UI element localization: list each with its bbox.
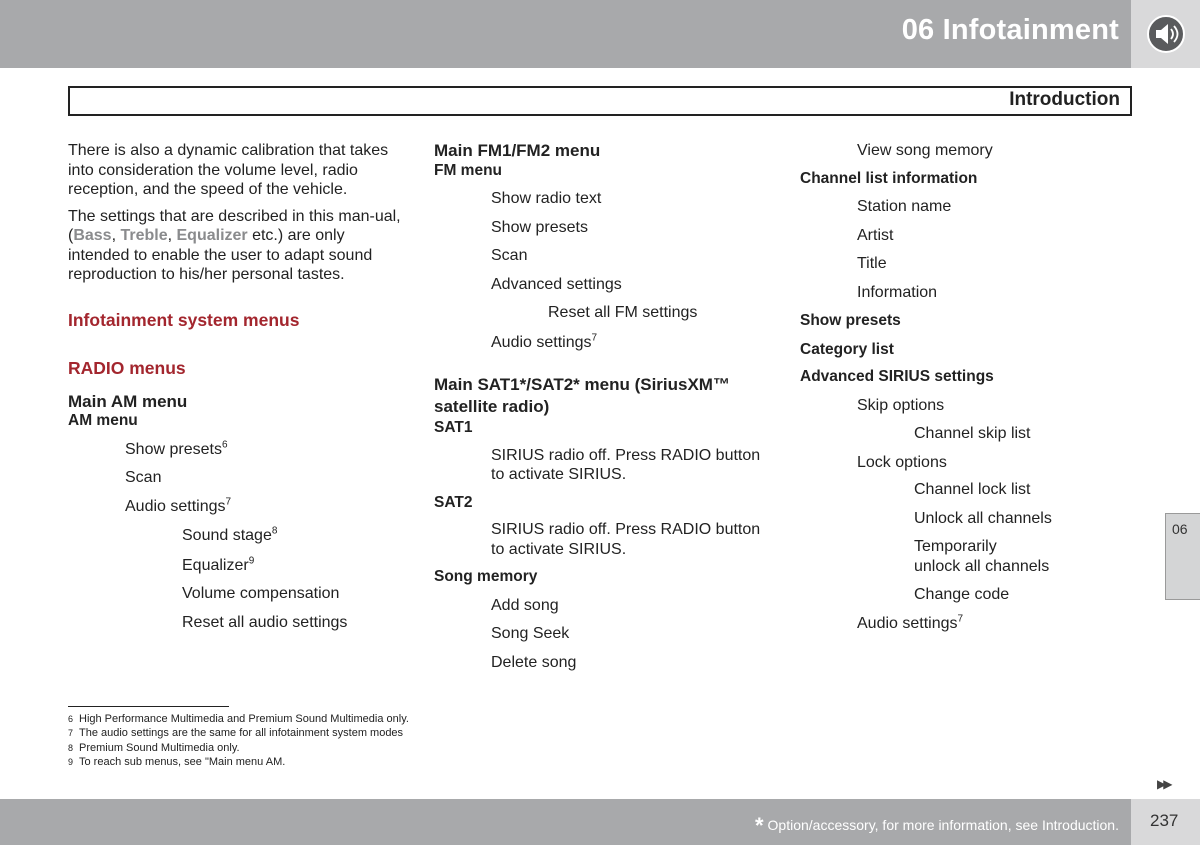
menu-item-view-song-memory: View song memory — [857, 142, 993, 159]
sat2-text: SIRIUS radio off. Press RADIO button to activate SIRIUS. — [491, 521, 761, 558]
page-number: 237 — [1150, 811, 1179, 830]
treble-term: Treble — [120, 227, 168, 244]
item-label-line-2: unlock all channels — [914, 557, 1050, 575]
asterisk: * — [754, 813, 764, 838]
paragraph-settings-start: The settings that are described in this man-ual, ( — [68, 207, 401, 244]
paragraph-settings — [68, 207, 403, 285]
menu-item-skip-options: Skip options — [857, 396, 945, 414]
footnote — [68, 755, 409, 769]
item-label: Audio settings — [125, 497, 226, 515]
footnote-number: 9 — [68, 756, 74, 767]
menu-item-channel-skip-list: Channel skip list — [914, 425, 1031, 442]
menu-item-audio-settings — [800, 614, 1120, 634]
heading-main-am-menu: Main AM menu — [68, 391, 188, 411]
footnote — [68, 712, 409, 726]
menu-item-volume-compensation: Volume compensation — [182, 585, 340, 602]
menu-item-station-name: Station name — [857, 198, 952, 215]
footnote — [68, 726, 409, 740]
column-1 — [68, 141, 403, 632]
menu-item-equalizer — [68, 556, 403, 576]
menu-item-lock-options: Lock options — [857, 453, 947, 471]
section-title-bar — [68, 86, 1132, 116]
menu-item-change-code: Change code — [914, 586, 1010, 603]
menu-item-advanced-settings: Advanced settings — [491, 275, 622, 293]
page-number-box — [1131, 799, 1200, 845]
subheading-channel-list-info: Channel list information — [800, 169, 978, 187]
chapter-header-bar — [0, 0, 1131, 68]
heading-main-sat-menu: Main SAT1*/SAT2* menu (SiriusXM™ satellite radio) — [434, 375, 730, 416]
heading-main-fm-menu: Main FM1/FM2 menu — [434, 141, 601, 160]
footnote-ref: 8 — [271, 525, 278, 537]
equalizer-term: Equalizer — [176, 227, 248, 244]
subheading-sat2: SAT2 — [434, 493, 473, 511]
subheading-fm-menu: FM menu — [434, 161, 503, 179]
column-3 — [800, 141, 1120, 633]
menu-item-show-presets: Show presets — [491, 218, 588, 236]
footnote-number: 6 — [68, 714, 74, 724]
footer-note — [755, 813, 1119, 839]
menu-item-audio-settings — [434, 333, 764, 353]
heading-radio-menus: RADIO menus — [68, 358, 186, 378]
menu-item-show-presets — [68, 440, 403, 460]
footnote-text: Premium Sound Multimedia only. — [79, 741, 240, 754]
paragraph-settings-end: etc.) are only intended to enable the user to adapt sound reproduction to his/her personal tastes. — [68, 227, 373, 283]
column-2 — [434, 141, 764, 672]
paragraph-calibration: There is also a dynamic calibration that takes into consideration the volume level, radio reception, and the speed of the vehicle. — [68, 142, 389, 198]
footnote-ref: 7 — [225, 496, 232, 508]
menu-item-sound-stage — [68, 526, 403, 546]
item-label: Audio settings — [857, 614, 958, 632]
menu-item-artist: Artist — [857, 226, 894, 244]
bass-term: Bass — [73, 227, 112, 244]
menu-item-audio-settings — [68, 497, 403, 517]
menu-item-song-seek: Song Seek — [491, 625, 570, 642]
menu-item-temporarily-unlock — [800, 537, 1120, 576]
footnote-number: 7 — [68, 728, 74, 739]
item-label-line-1: Temporarily — [914, 538, 997, 555]
subheading-show-presets: Show presets — [800, 312, 901, 329]
speaker-icon — [1146, 14, 1186, 54]
footnote-text: High Performance Multimedia and Premium Sound Multimedia only. — [79, 713, 409, 725]
item-label: Equalizer — [182, 556, 249, 574]
menu-item-information: Information — [857, 283, 938, 301]
footnote-ref: 9 — [248, 555, 255, 567]
footnote-ref: 7 — [591, 332, 598, 344]
item-label: Sound stage — [182, 527, 272, 544]
menu-item-scan: Scan — [125, 469, 162, 486]
menu-item-add-song: Add song — [491, 596, 559, 614]
footnote-ref: 7 — [957, 613, 964, 625]
chapter-icon-box — [1131, 0, 1200, 68]
subheading-category-list: Category list — [800, 340, 894, 358]
footnotes — [68, 712, 409, 769]
subheading-sat1: SAT1 — [434, 419, 473, 436]
section-title: Introduction — [1009, 89, 1120, 110]
subheading-song-memory: Song memory — [434, 568, 538, 585]
item-label: Show presets — [125, 440, 222, 458]
next-page-arrows-icon[interactable]: ▶▶ — [1157, 777, 1170, 791]
chapter-title: 06 Infotainment — [901, 14, 1119, 46]
menu-item-unlock-all: Unlock all channels — [914, 509, 1052, 527]
chapter-side-tab[interactable] — [1165, 513, 1200, 600]
footer-note-text: Option/accessory, for more information, see Introduction. — [767, 817, 1119, 833]
comma: , — [111, 227, 121, 244]
menu-item-delete-song: Delete song — [491, 653, 577, 671]
heading-infotainment-menus: Infotainment system menus — [68, 309, 300, 330]
menu-item-show-radio-text: Show radio text — [491, 190, 602, 207]
footnote-rule — [68, 706, 229, 707]
footnote-number: 8 — [68, 742, 74, 753]
side-tab-label: 06 — [1172, 521, 1188, 537]
item-label: Audio settings — [491, 333, 592, 351]
menu-item-channel-lock-list: Channel lock list — [914, 481, 1031, 498]
subheading-am-menu: AM menu — [68, 412, 138, 429]
footnote-text: The audio settings are the same for all infotainment system modes — [79, 727, 404, 740]
menu-item-scan: Scan — [491, 247, 528, 264]
footnote — [68, 741, 409, 755]
menu-item-reset-fm: Reset all FM settings — [548, 304, 698, 321]
footnote-ref: 6 — [221, 439, 228, 451]
sat1-text: SIRIUS radio off. Press RADIO button to activate SIRIUS. — [491, 446, 761, 483]
comma: , — [167, 227, 177, 244]
footer-bar — [0, 799, 1131, 845]
menu-item-reset-audio: Reset all audio settings — [182, 613, 348, 631]
subheading-advanced-sirius: Advanced SIRIUS settings — [800, 368, 994, 385]
footnote-text: To reach sub menus, see "Main menu AM. — [79, 755, 286, 768]
menu-item-title: Title — [857, 255, 887, 272]
